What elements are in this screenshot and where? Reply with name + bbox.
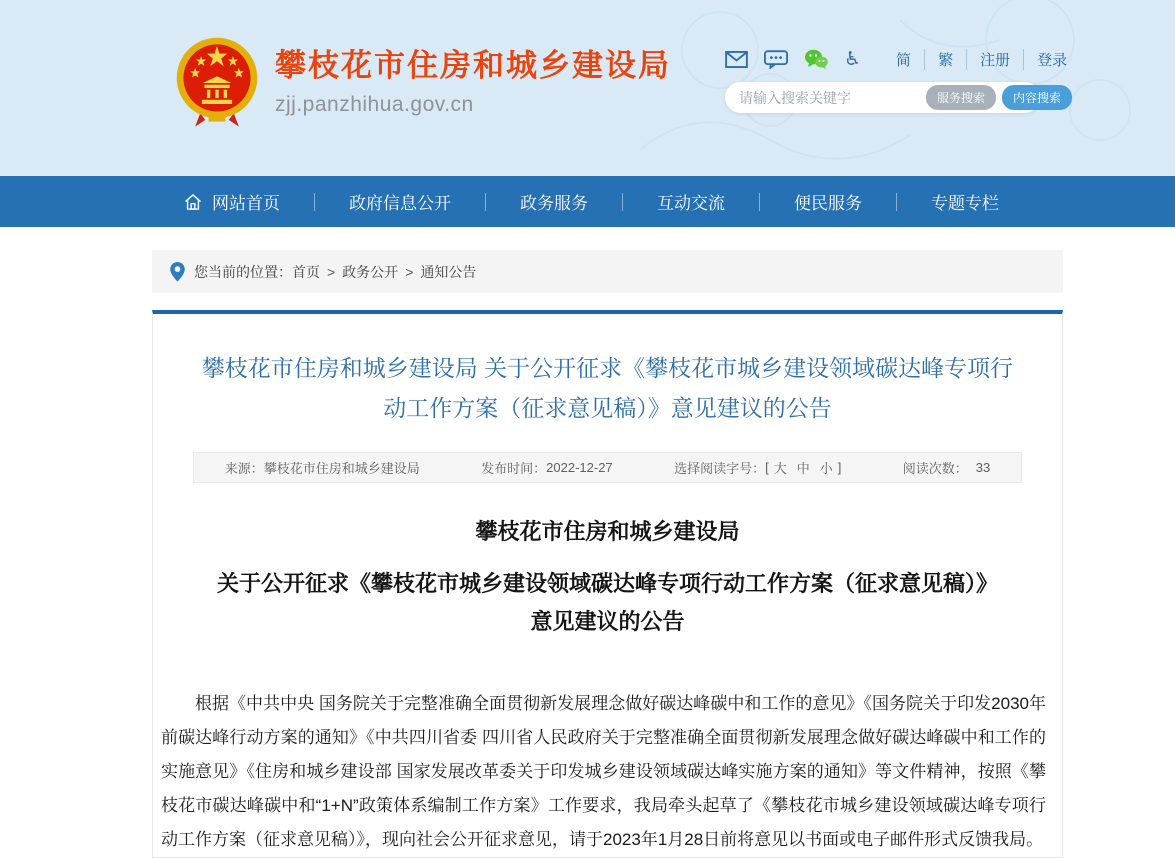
meta-views — [903, 458, 990, 477]
article-meta-bar — [193, 452, 1022, 483]
content-search-button[interactable]: 内容搜索 — [1002, 85, 1072, 110]
breadcrumb-home[interactable]: 首页 — [292, 263, 320, 280]
national-emblem-logo — [175, 36, 259, 130]
nav-item-label: 互动交流 — [657, 194, 725, 213]
meta-source-label: 来源： — [224, 461, 264, 476]
nav-item-convenience[interactable] — [760, 189, 896, 214]
nav-item-label: 政府信息公开 — [349, 194, 451, 213]
link-register[interactable]: 注册 — [966, 49, 1023, 70]
meta-source — [225, 458, 420, 477]
site-header — [0, 0, 1175, 176]
article-container — [152, 310, 1063, 858]
breadcrumb-notices[interactable]: 通知公告 — [420, 263, 477, 280]
nav-item-label: 政务服务 — [520, 194, 588, 213]
nav-item-services[interactable] — [486, 189, 622, 214]
service-search-button[interactable]: 服务搜索 — [926, 85, 996, 110]
meta-views-value: 33 — [975, 460, 991, 475]
breadcrumb — [152, 250, 1063, 293]
meta-time-value: 2022-12-27 — [546, 460, 613, 475]
nav-item-special-topics[interactable] — [897, 189, 1033, 214]
mail-icon[interactable] — [725, 51, 748, 68]
link-simplified-chinese[interactable]: 简 — [896, 51, 912, 69]
page-title: 攀枝花市住房和城乡建设局 关于公开征求《攀枝花市城乡建设领域碳达峰专项行动工作方案（征求意见稿）》意见建议的公告 — [201, 355, 1014, 421]
nav-item-label: 便民服务 — [794, 194, 862, 213]
fontsize-small-button[interactable]: 小 — [819, 461, 833, 476]
nav-item-label: 专题专栏 — [931, 194, 999, 213]
nav-item-label: 网站首页 — [212, 194, 280, 213]
article-heading-line2: 关于公开征求《攀枝花市城乡建设领域碳达峰专项行动工作方案（征求意见稿）》意见建议的公告 — [216, 571, 998, 634]
search-input[interactable] — [739, 90, 920, 106]
meta-time-label: 发布时间： — [481, 461, 547, 476]
nav-item-gov-info[interactable] — [315, 189, 485, 214]
accessibility-icon[interactable]: ♿ — [844, 48, 862, 70]
location-pin-icon — [170, 262, 185, 282]
link-traditional-chinese[interactable]: 繁 — [924, 49, 966, 70]
breadcrumb-separator: > — [405, 263, 414, 280]
bracket-open: [ — [765, 460, 769, 475]
site-url: zjj.panzhihua.gov.cn — [275, 93, 474, 116]
breadcrumb-prefix: 您当前的位置： — [194, 263, 292, 280]
message-icon[interactable] — [764, 50, 788, 69]
article-body-paragraph: 根据《中共中央 国务院关于完整准确全面贯彻新发展理念做好碳达峰碳中和工作的意见》《国务院关于印发2030年前碳达峰行动方案的通知》《中共四川省委 四川省人民政府关于完整准确全面贯彻新发展理念做好碳达峰碳中和工作的实施意见》《住房和城乡建设部 国家发展改革委关于印发城乡建设领域碳达峰实施方案的通知》等文件精神，按照《攀枝花市碳达峰碳中和“1+N”政策体系编制工作方案》工作要求，我局牵头起草了《攀枝花市城乡建设领域碳达峰专项行动工作方案（征求意见稿）》，现向社会公开征求意见，请于2023年1月28日前将意见以书面或电子邮件形式反馈我局。 — [161, 694, 1046, 849]
meta-views-label: 阅读次数： — [902, 461, 968, 476]
fontsize-medium-button[interactable]: 中 — [796, 461, 810, 476]
breadcrumb-separator: > — [327, 263, 336, 280]
nav-item-interaction[interactable] — [623, 189, 759, 214]
meta-source-value: 攀枝花市住房和城乡建设局 — [263, 461, 420, 476]
bracket-close: ] — [837, 460, 842, 475]
wechat-icon[interactable] — [804, 49, 828, 69]
site-title: 攀枝花市住房和城乡建设局 — [275, 48, 671, 83]
breadcrumb-gov-affairs[interactable]: 政务公开 — [342, 263, 399, 280]
header-utility-bar — [725, 46, 1068, 72]
meta-fontsize-label: 选择阅读字号： — [674, 461, 766, 476]
article-heading-line1: 攀枝花市住房和城乡建设局 — [475, 519, 740, 544]
meta-publish-time — [481, 458, 613, 477]
main-nav — [0, 176, 1175, 227]
fontsize-large-button[interactable]: 大 — [773, 461, 787, 476]
nav-item-home[interactable] — [183, 189, 314, 214]
quick-links — [883, 49, 1080, 70]
home-icon — [183, 192, 203, 212]
link-login[interactable]: 登录 — [1023, 49, 1080, 70]
meta-fontsize-selector — [674, 458, 841, 477]
search-bar — [725, 82, 1062, 113]
